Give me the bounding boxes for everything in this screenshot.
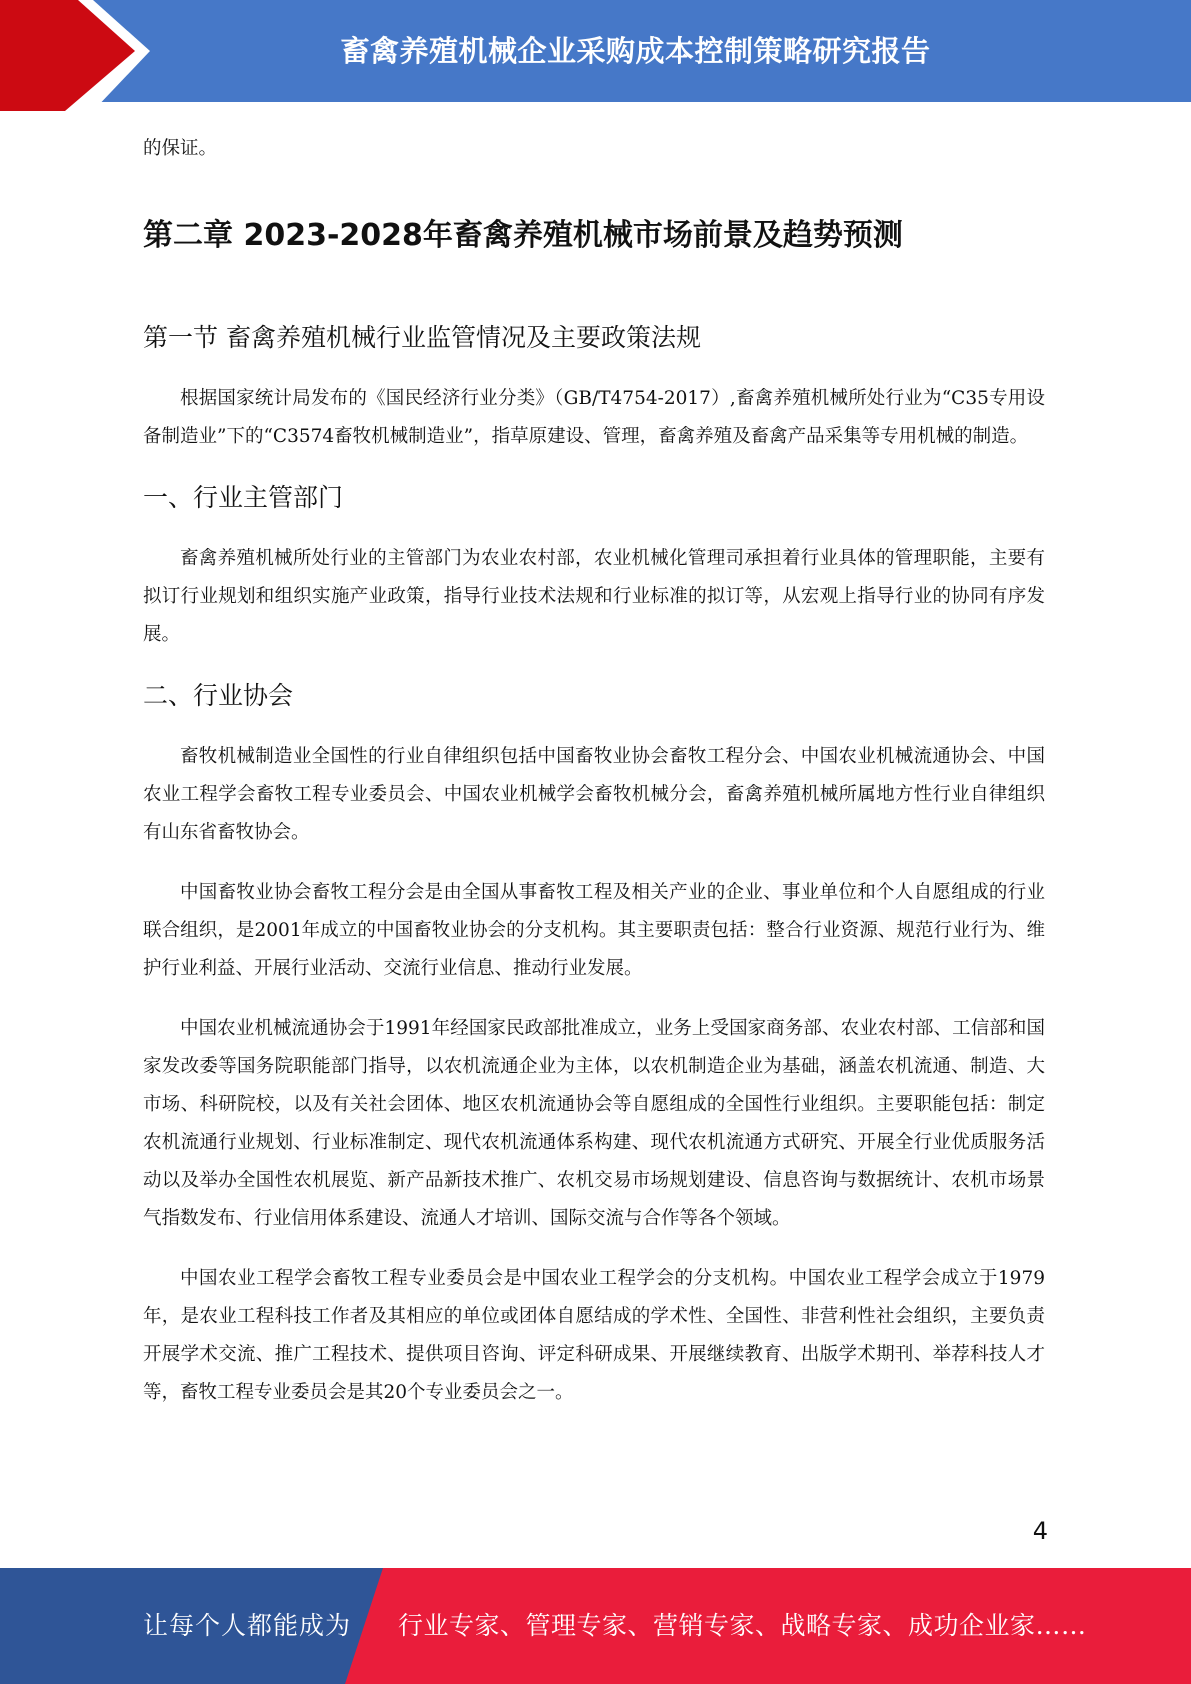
page-number: 4 <box>1032 1517 1048 1545</box>
section-title: 第一节 畜禽养殖机械行业监管情况及主要政策法规 <box>143 323 701 352</box>
footer-slogan-right: 行业专家、管理专家、营销专家、战略专家、成功企业家…… <box>398 1611 1087 1640</box>
paragraph-associations-overview: 畜牧机械制造业全国性的行业自律组织包括中国畜牧业协会畜牧工程分会、中国农业机械流通协会、中国农业工程学会畜牧工程专业委员会、中国农业机械学会畜牧机械分会，畜禽养殖机械所属地方性行业自律组织有山东省畜牧协会。 <box>143 746 1045 843</box>
report-title: 畜禽养殖机械企业采购成本控制策略研究报告 <box>340 34 931 68</box>
intro-paragraph: 根据国家统计局发布的《国民经济行业分类》（GB/T4754-2017）,畜禽养殖机械所处行业为“C35专用设备制造业”下的“C3574畜牧机械制造业”，指草原建设、管理，畜禽养殖及畜禽产品采集等专用机械的制造。 <box>143 388 1045 447</box>
paragraph-regulator: 畜禽养殖机械所处行业的主管部门为农业农村部，农业机械化管理司承担着行业具体的管理职能，主要有拟订行业规划和组织实施产业政策，指导行业技术法规和行业标准的拟订等，从宏观上指导行业的协同有序发展。 <box>143 548 1045 645</box>
paragraph-engineering-society: 中国农业工程学会畜牧工程专业委员会是中国农业工程学会的分支机构。中国农业工程学会成立于1979年，是农业工程科技工作者及其相应的单位或团体自愿结成的学术性、全国性、非营利性社会组织，主要负责开展学术交流、推广工程技术、提供项目咨询、评定科研成果、开展继续教育、出版学术期刊、举荐科技人才等，畜牧工程专业委员会是其20个专业委员会之一。 <box>143 1268 1045 1403</box>
paragraph-animal-husbandry-branch: 中国畜牧业协会畜牧工程分会是由全国从事畜牧工程及相关产业的企业、事业单位和个人自愿组成的行业联合组织，是2001年成立的中国畜牧业协会的分支机构。其主要职责包括：整合行业资源、规范行业行为、维护行业利益、开展行业活动、交流行业信息、推动行业发展。 <box>143 882 1045 979</box>
document-body <box>143 130 1045 1412</box>
chapter-title: 第二章 2023-2028年畜禽养殖机械市场前景及趋势预测 <box>143 218 903 253</box>
subsection-heading-regulator: 一、行业主管部门 <box>143 483 344 512</box>
page-header <box>0 0 1191 111</box>
paragraph-machinery-circulation-association: 中国农业机械流通协会于1991年经国家民政部批准成立，业务上受国家商务部、农业农村部、工信部和国家发改委等国务院职能部门指导，以农机流通企业为主体，以农机制造企业为基础，涵盖农机流通、制造、大市场、科研院校，以及有关社会团体、地区农机流通协会等自愿组成的全国性行业组织。主要职能包括：制定农机流通行业规划、行业标准制定、现代农机流通体系构建、现代农机流通方式研究、开展全行业优质服务活动以及举办全国性农机展览、新产品新技术推广、农机交易市场规划建设、信息咨询与数据统计、农机市场景气指数发布、行业信用体系建设、流通人才培训、国际交流与合作等各个领域。 <box>143 1018 1045 1229</box>
continuation-text: 的保证。 <box>143 138 218 159</box>
subsection-heading-associations: 二、行业协会 <box>143 681 294 710</box>
footer-slogan-left: 让每个人都能成为 <box>143 1611 352 1640</box>
page-footer <box>0 1568 1191 1684</box>
